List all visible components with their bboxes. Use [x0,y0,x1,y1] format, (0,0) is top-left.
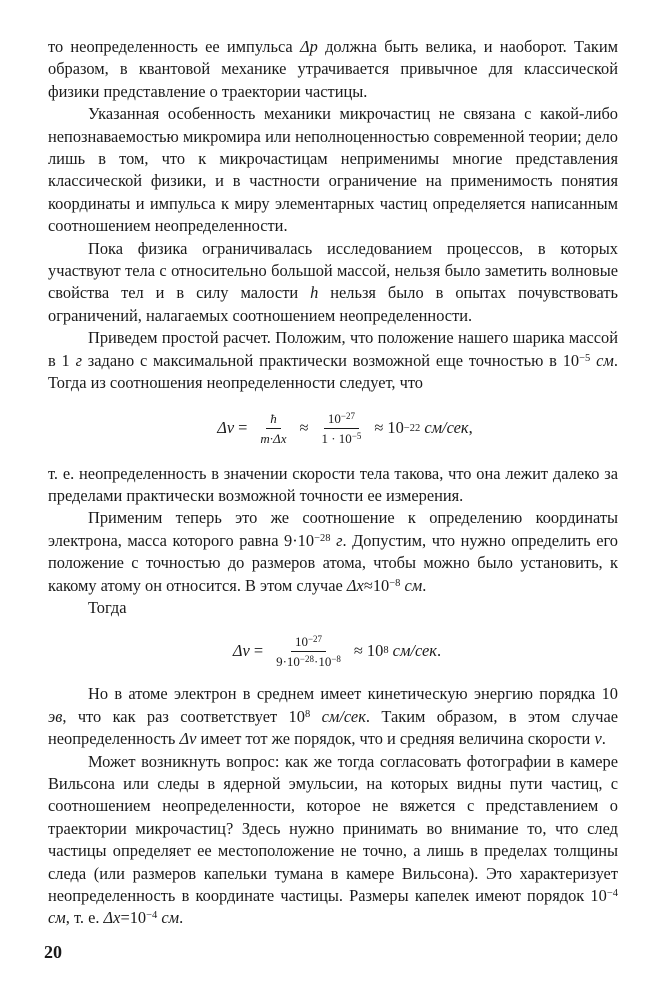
paragraph-1: то неопределенность ее импульса Δp должна быть велика, и наоборот. Таким образом, в квантовой механике утрачивается привычное для классической физики представление о траектории частицы. [48,37,618,101]
paragraph-9: Может возникнуть вопрос: как же тогда согласовать фотографии в камере Вильсона или следы в ядерной эмульсии, на которых видны пути частиц, с соотношением неопределенности, которое не вяжется с представлением о траектории микрочастиц? Здесь нужно принимать во внимание то, что след частицы определяет ее местоположение не точно, а лишь в пределах толщины следа (или размеров капельки тумана в камере Вильсона). Это характеризует неопределенность в координате частицы. Размеры капелек имеют порядок $10^{-4}$ см, т. е. $\Delta x=10^{-4}$ см. [48,751,618,928]
formula-velocity-ball: Δv = $\frac{ħ}{m\cdot\Delta x}$ ≈ $\frac{10^{-27}}{1 \cdot 10^{-5}}$ ≈ 10 −22 см/сек , [217,411,473,446]
paragraph-4: Приведем простой расчет. Положим, что положение нашего шарика массой в 1 г задано с максимальной практически возможной еще точностью в $10^{-5}$ см. Тогда из соотношения неопределенности следует, что [48,328,618,393]
paragraph-5: т. е. неопределенность в значении скорости тела такова, что она лежит далеко за пределами практически возможной точности ее измерения. [48,463,618,505]
paragraph-8: Но в атоме электрон в среднем имеет кинетическую энергию порядка 10 эв, что как раз соответствует $10^8$ см/сек. Таким образом, в этом случае неопределенность Δv имеет тот же порядок, что и средняя величина скорости v. [48,684,619,749]
paragraph-2: Указанная особенность механики микрочастиц не связана с какой-либо непознаваемостью микромира или неполноценностью современной теории; дело лишь в том, что к микрочастицам неприменимы многие представления классической физики, и в частности ограничение на применимость понятия координаты и импульса к миру элементарных частиц определяется написанным соотношением неопределенности. [48,104,618,236]
page-number: 20 [44,942,62,962]
body-text [48,36,618,930]
fraction-electron: $\frac{10^{-27}}{9\cdot 10^{-28}\cdot 10^{-8}}$ [276,633,341,669]
formula-velocity-electron: Δv = $\frac{10^{-27}}{9\cdot 10^{-28}\cdot 10^{-8}}$ ≈ 10 8 см/сек . [232,633,442,669]
paragraph-6: Применим теперь это же соотношение к определению координаты электрона, масса которого равна $9\cdot 10^{-28}$ г. Допустим, что нужно определить его положение с точностью до размеров атома, чтобы можно было установить, к какому атому он относится. В этом случае $\Delta x\approx 10^{-8}$ см. [48,508,618,595]
fraction-hbar-over-m-dx: $\frac{ħ}{m\cdot\Delta x}$ [260,411,287,446]
fraction-numeric: $\frac{10^{-27}}{1 \cdot 10^{-5}}$ [321,411,362,446]
paragraph-7: Тогда [88,597,127,617]
paragraph-3: Пока физика ограничивалась исследованием процессов, в которых участвуют тела с относительно большой массой, нельзя было заметить волновые свойства тел и в силу малости h нельзя было в опытах почувствовать ограничений, налагаемых соотношением неопределенности. [48,238,618,325]
